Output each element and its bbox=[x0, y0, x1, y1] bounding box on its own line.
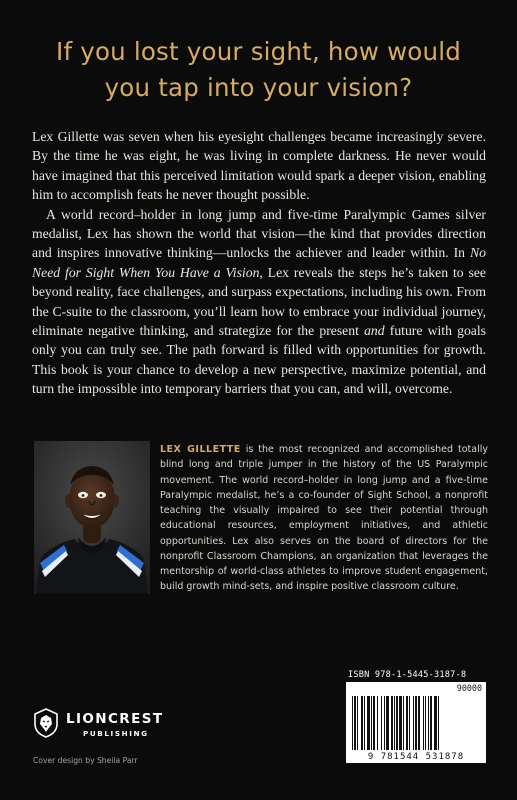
barcode-bars bbox=[352, 696, 480, 750]
price-code: 90000 bbox=[456, 683, 482, 693]
description-paragraph-2 bbox=[32, 205, 486, 399]
back-cover-headline bbox=[0, 34, 517, 106]
publisher-name: LIONCREST bbox=[66, 711, 164, 727]
author-bio bbox=[160, 442, 488, 595]
description-text: A world record–holder in long jump and five-time Paralympic Games silver medalist, Lex has shown the world that vision—the kind that provides direction and inspires innovative thinking—unlocks the achiever and leader within. In bbox=[32, 206, 486, 261]
isbn-label: ISBN 978-1-5445-3187-8 bbox=[348, 670, 467, 680]
lion-logo-icon bbox=[33, 708, 59, 738]
book-description bbox=[32, 127, 486, 399]
isbn-barcode bbox=[346, 682, 486, 763]
cover-design-credit: Cover design by Sheila Parr bbox=[33, 756, 138, 765]
description-paragraph-1: Lex Gillette was seven when his eyesight challenges became increasingly severe. By the time he was eight, he was living in complete darkness. He never would have imagined that this perceived limitation would spark a deeper vision, enabling him to accomplish feats he never thought possible. bbox=[32, 129, 486, 203]
author-photo bbox=[34, 441, 150, 594]
book-title: No Need for Sight When You Have a Vision bbox=[32, 245, 486, 280]
emphasis-text: and bbox=[364, 323, 385, 339]
headline-line-2: you tap into your vision? bbox=[104, 73, 413, 102]
headline-line-1: If you lost your sight, how would bbox=[56, 37, 461, 66]
description-text: , Lex reveals the steps he’s taken to see beyond reality, face challenges, and surpass expectations, including his own. From the C-suite to the classroom, you’ll learn how to embrace your individual journey, eliminate negative thinking, and strategize for the present bbox=[32, 264, 486, 339]
author-bio-text: is the most recognized and accomplished totally blind long and triple jumper in the history of the US Paralympic movement. The world record–holder in long jump and a five-time Paralympic medalist, he’s a co-founder of Sight School, a nonprofit teaching the visually impaired to see their potential through educational resources, employment initiatives, and athletic opportunities. Lex also serves on the board of directors for the nonprofit Classroom Champions, an organization that leverages the mentorship of world-class athletes to improve student engagement, build growth mind-sets, and inspire positive classroom culture. bbox=[160, 444, 488, 593]
description-text: future with goals only you can truly see. The path forward is filled with opportunities for growth. This book is your chance to develop a new perspective, maximize potential, and turn the impossible into temporary barriers that you can, and will, overcome. bbox=[32, 323, 486, 397]
author-name: LEX GILLETTE bbox=[160, 444, 241, 455]
publisher-subtitle: PUBLISHING bbox=[83, 729, 149, 738]
barcode-digits: 9 781544 531878 bbox=[367, 752, 465, 762]
